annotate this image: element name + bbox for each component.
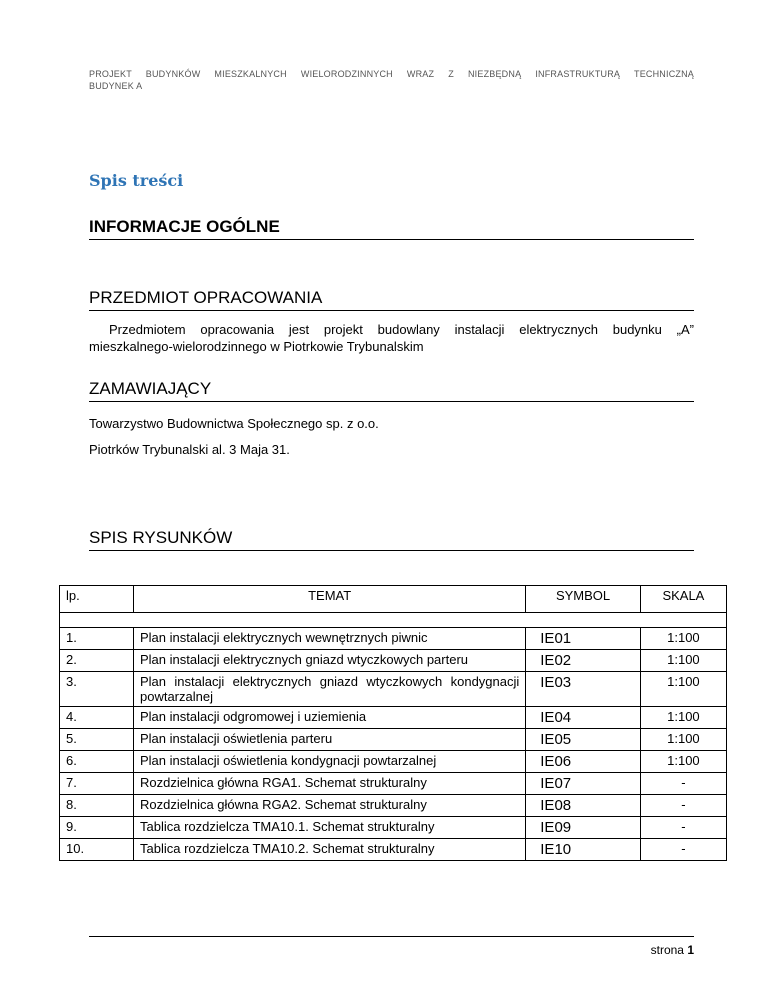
cell-lp: 6. — [60, 751, 134, 773]
section-heading-drawings: SPIS RYSUNKÓW — [89, 528, 694, 551]
table-row — [60, 773, 727, 795]
cell-symbol: IE02 — [526, 650, 641, 672]
table-row — [60, 672, 727, 707]
cell-skala: 1:100 — [640, 729, 726, 751]
section-heading-subject: PRZEDMIOT OPRACOWANIA — [89, 288, 694, 311]
cell-skala: 1:100 — [640, 707, 726, 729]
cell-skala: - — [640, 773, 726, 795]
cell-symbol: IE08 — [526, 795, 641, 817]
table-row — [60, 707, 727, 729]
cell-lp: 5. — [60, 729, 134, 751]
cell-temat: Rozdzielnica główna RGA1. Schemat strukturalny — [133, 773, 525, 795]
section-heading-general: INFORMACJE OGÓLNE — [89, 217, 694, 240]
cell-lp: 9. — [60, 817, 134, 839]
cell-symbol: IE04 — [526, 707, 641, 729]
section-heading-client: ZAMAWIAJĄCY — [89, 379, 694, 402]
cell-temat: Plan instalacji oświetlenia kondygnacji powtarzalnej — [133, 751, 525, 773]
table-row — [60, 650, 727, 672]
subject-paragraph — [89, 321, 694, 355]
cell-skala: - — [640, 839, 726, 861]
subject-line-1: Przedmiotem opracowania jest projekt budowlany instalacji elektrycznych budynku „A” — [109, 322, 694, 337]
table-row — [60, 751, 727, 773]
table-header-row — [60, 586, 727, 613]
cell-symbol: IE03 — [526, 672, 641, 707]
cell-symbol: IE06 — [526, 751, 641, 773]
cell-temat: Plan instalacji elektrycznych wewnętrznych piwnic — [133, 628, 525, 650]
cell-temat: Plan instalacji odgromowej i uziemienia — [133, 707, 525, 729]
cell-lp: 4. — [60, 707, 134, 729]
col-header-lp: lp. — [60, 586, 134, 613]
cell-temat: Tablica rozdzielcza TMA10.1. Schemat strukturalny — [133, 817, 525, 839]
cell-skala: - — [640, 795, 726, 817]
cell-lp: 7. — [60, 773, 134, 795]
page-value: 1 — [687, 943, 694, 957]
cell-lp: 8. — [60, 795, 134, 817]
header-project-title: PROJEKT BUDYNKÓW MIESZKALNYCH WIELORODZINNYCH WRAZ Z NIEZBĘDNĄ INFRASTRUKTURĄ TECHNICZNĄ — [89, 69, 694, 79]
subject-line-2: mieszkalnego-wielorodzinnego w Piotrkowie Trybunalskim — [89, 339, 424, 354]
page-header — [89, 68, 694, 92]
cell-lp: 10. — [60, 839, 134, 861]
col-header-temat: TEMAT — [133, 586, 525, 613]
table-row — [60, 817, 727, 839]
page-number — [651, 943, 694, 957]
cell-symbol: IE07 — [526, 773, 641, 795]
cell-temat: Plan instalacji elektrycznych gniazd wtyczkowych kondygnacji powtarzalnej — [133, 672, 525, 707]
cell-skala: 1:100 — [640, 650, 726, 672]
cell-skala: - — [640, 817, 726, 839]
cell-temat: Plan instalacji oświetlenia parteru — [133, 729, 525, 751]
cell-symbol: IE09 — [526, 817, 641, 839]
cell-symbol: IE10 — [526, 839, 641, 861]
spacer-cell — [60, 613, 727, 628]
cell-lp: 1. — [60, 628, 134, 650]
page-label: strona — [650, 943, 688, 957]
cell-temat: Tablica rozdzielcza TMA10.2. Schemat strukturalny — [133, 839, 525, 861]
table-row — [60, 729, 727, 751]
col-header-symbol: SYMBOL — [526, 586, 641, 613]
cell-symbol: IE05 — [526, 729, 641, 751]
header-building: BUDYNEK A — [89, 81, 143, 91]
cell-temat: Plan instalacji elektrycznych gniazd wtyczkowych parteru — [133, 650, 525, 672]
col-header-skala: SKALA — [640, 586, 726, 613]
cell-lp: 3. — [60, 672, 134, 707]
cell-temat: Rozdzielnica główna RGA2. Schemat strukturalny — [133, 795, 525, 817]
table-row — [60, 839, 727, 861]
table-row — [60, 628, 727, 650]
cell-skala: 1:100 — [640, 751, 726, 773]
cell-skala: 1:100 — [640, 628, 726, 650]
cell-skala: 1:100 — [640, 672, 726, 707]
table-row — [60, 795, 727, 817]
toc-title: Spis treści — [89, 171, 184, 190]
table-spacer-row — [60, 613, 727, 628]
client-name: Towarzystwo Budownictwa Społecznego sp. z o.o. — [89, 416, 379, 431]
cell-symbol: IE01 — [526, 628, 641, 650]
client-address: Piotrków Trybunalski al. 3 Maja 31. — [89, 442, 290, 457]
cell-lp: 2. — [60, 650, 134, 672]
footer-divider — [89, 936, 694, 937]
drawings-table — [59, 585, 727, 861]
